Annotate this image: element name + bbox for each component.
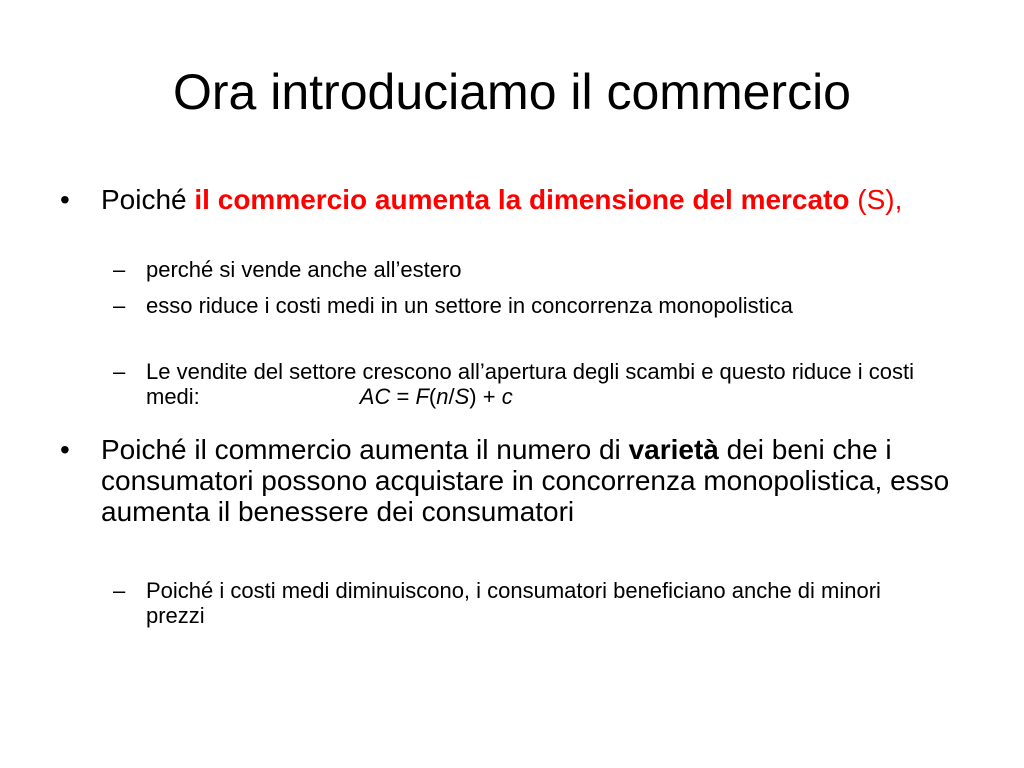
formula-close-paren: ) <box>469 384 477 409</box>
bullet-text-highlight: il commercio aumenta la dimensione del mercato <box>194 184 850 215</box>
formula-c: c <box>501 384 513 409</box>
formula-ac: AC <box>359 384 391 409</box>
bullet-item-market-size <box>60 184 961 215</box>
dash-marker: – <box>113 359 126 384</box>
formula-open-paren: ( <box>428 384 437 409</box>
dash-marker: – <box>113 257 126 282</box>
bullet-marker: • <box>60 434 70 465</box>
sub-bullet-text: Le vendite del settore crescono all’apertura degli scambi e questo riduce i costi medi: <box>146 359 914 409</box>
sub-bullet-item-lower-prices <box>113 578 926 628</box>
formula-equals: = <box>390 384 416 409</box>
formula-s: S <box>454 384 470 409</box>
bullet-item-variety <box>60 434 961 527</box>
dash-marker: – <box>113 293 126 318</box>
sub-bullet-text: perché si vende anche all’estero <box>146 257 462 282</box>
formula-plus: + <box>476 384 502 409</box>
bullet-marker: • <box>60 184 70 215</box>
bullet-text-suffix: (S), <box>849 184 903 215</box>
bullet-text-suffix: dei beni che i consumatori possono acquistare in concorrenza monopolistica, esso aumenta il benessere dei consumatori <box>101 434 950 527</box>
sub-bullet-text: Poiché i costi medi diminuiscono, i consumatori beneficiano anche di minori prezzi <box>146 578 881 628</box>
formula-n: n <box>436 384 449 409</box>
sub-bullet-item-average-cost <box>113 293 926 318</box>
formula-f: F <box>415 384 429 409</box>
sub-bullet-item-export <box>113 257 926 282</box>
formula-slash: / <box>448 384 455 409</box>
sub-bullet-text: esso riduce i costi medi in un settore in concorrenza monopolistica <box>146 293 793 318</box>
bullet-text-prefix: Poiché <box>101 184 195 215</box>
bullet-text-bold: varietà <box>628 434 719 465</box>
bullet-text-prefix: Poiché il commercio aumenta il numero di <box>101 434 629 465</box>
sub-bullet-item-sales-growth <box>113 359 926 409</box>
slide-title: Ora introduciamo il commercio <box>173 64 851 120</box>
dash-marker: – <box>113 578 126 603</box>
cost-formula <box>360 384 513 409</box>
